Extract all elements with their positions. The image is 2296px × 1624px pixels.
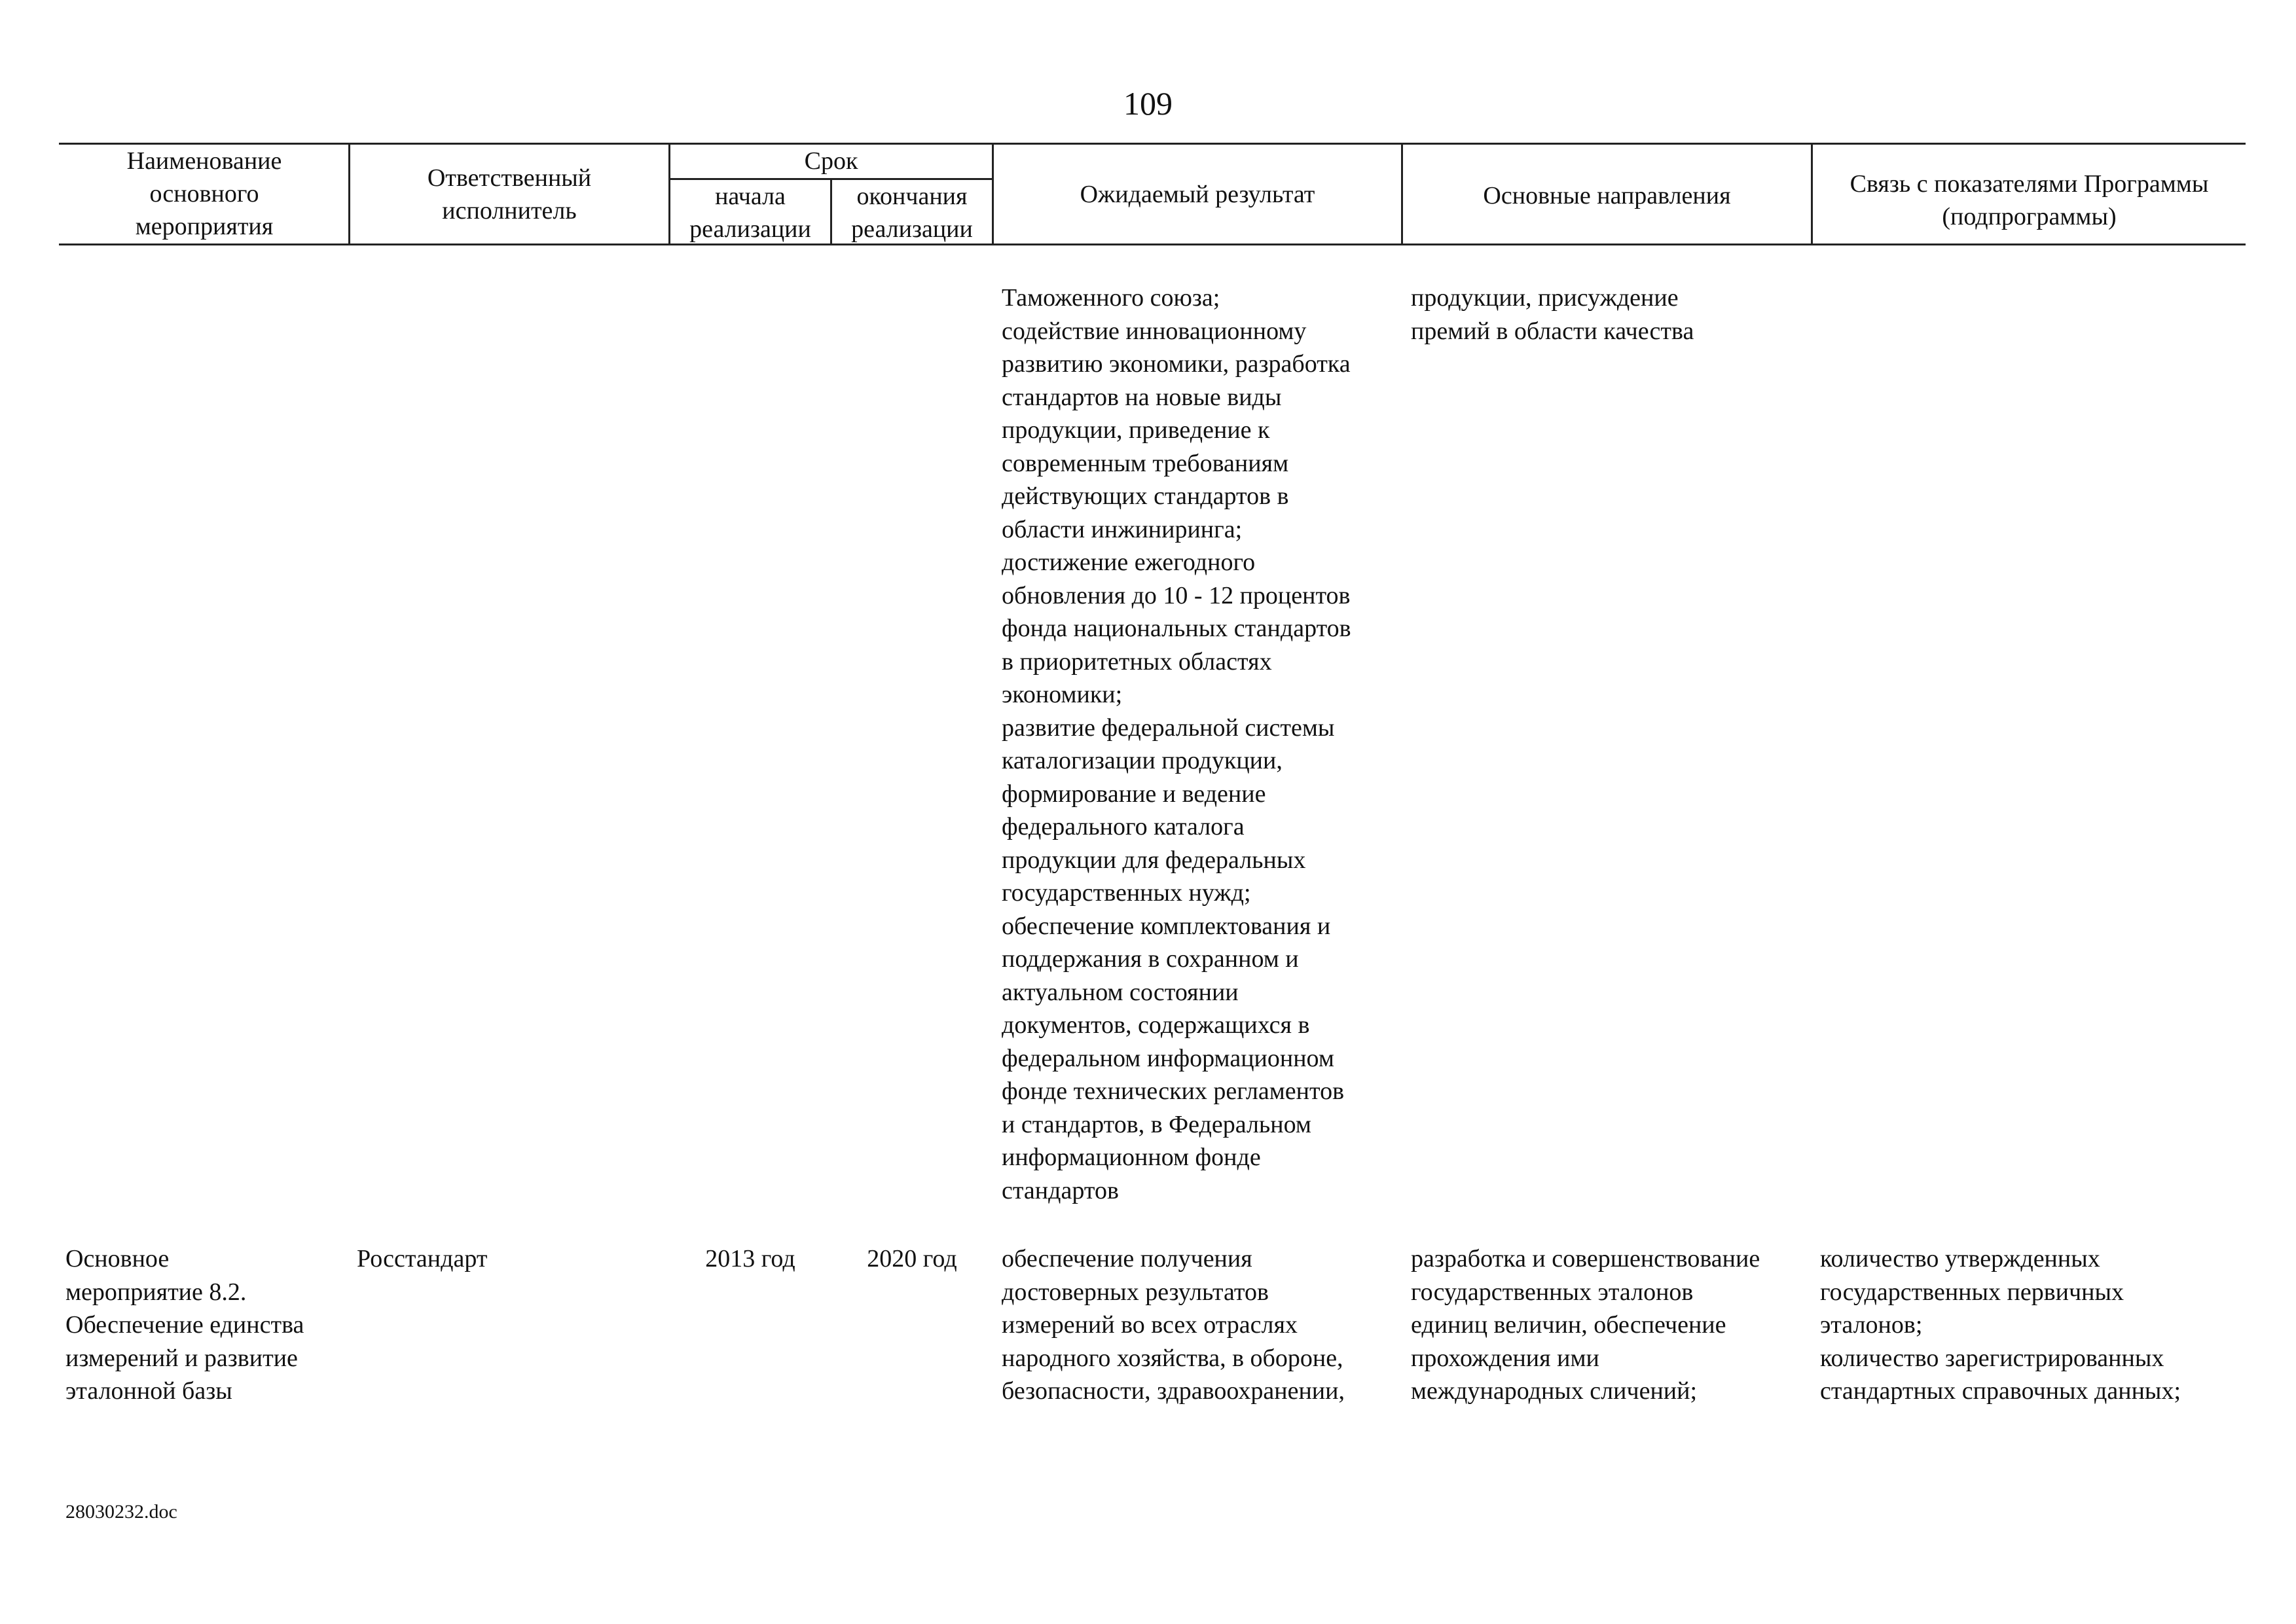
row2-directions: разработка и совершенствование государственных эталонов единиц величин, обеспечение прохождения ими международных сличений;: [1411, 1245, 1760, 1405]
header-link: Связь с показателями Программы (подпрограммы): [1850, 170, 2209, 230]
header-term: Срок: [804, 147, 858, 175]
header-name: Наименование основного мероприятия: [126, 147, 282, 240]
header-executor: Ответственный исполнитель: [427, 164, 592, 225]
table-top-rule: [59, 143, 2246, 145]
row2-executor: Росстандарт: [357, 1245, 488, 1272]
row1-result: Таможенного союза; содействие инновационному развитию экономики, разработка стандартов на новые виды продукции, приведение к современным требованиям действующих стандартов в области инжиниринга; достижение ежегодного обновления до 10 - 12 процентов фонда национальных стандартов в приоритетных областях экономики; развитие федеральной системы каталогизации продукции, формирование и ведение федерального каталога продукции для федеральных государственных нужд; обеспечение комплектования и поддержания в сохранном и актуальном состоянии документов, содержащихся в федеральном информационном фонде технических регламентов и стандартов, в Федеральном информационном фонде стандартов: [1002, 284, 1351, 1204]
header-bottom-rule: [59, 244, 2246, 245]
row1-directions: продукции, присуждение премий в области качества: [1411, 284, 1694, 345]
footer-document-code: 28030232.doc: [65, 1501, 177, 1523]
header-directions: Основные направления: [1483, 182, 1731, 209]
row2-name: Основное мероприятие 8.2. Обеспечение единства измерений и развитие эталонной базы: [65, 1245, 304, 1405]
row2-end: 2020 год: [867, 1245, 957, 1272]
row2-start: 2013 год: [705, 1245, 795, 1272]
header-start: начала реализации: [689, 183, 811, 243]
header-result: Ожидаемый результат: [1080, 181, 1315, 208]
row2-result: обеспечение получения достоверных результатов измерений во всех отраслях народного хозяйства, в обороне, безопасности, здравоохранении,: [1002, 1245, 1345, 1405]
header-end: окончания реализации: [851, 183, 973, 243]
page-number: 109: [1123, 85, 1173, 122]
row2-link: количество утвержденных государственных первичных эталонов; количество зарегистрированных стандартных справочных данных;: [1820, 1245, 2181, 1405]
